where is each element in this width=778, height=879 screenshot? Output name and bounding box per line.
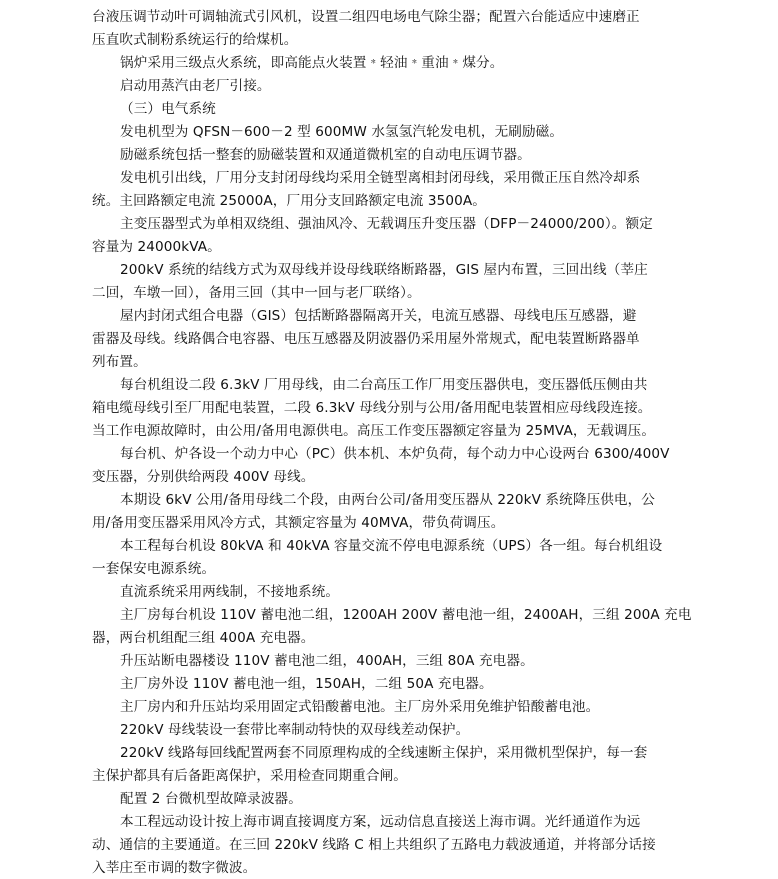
text-line: 器，两台机组配三组 400A 充电器。: [92, 630, 315, 646]
text-line: 励磁系统包括一整套的励磁装置和双通道微机室的自动电压调节器。: [120, 147, 531, 163]
text-line: 压直吹式制粉系统运行的给煤机。: [92, 32, 298, 48]
text-line: 列布置。: [92, 354, 147, 370]
text-line: 台液压调节动叶可调轴流式引风机，设置二组四电场电气除尘器；配置六台能适应中速磨正: [92, 9, 640, 25]
text-line: 本期设 6kV 公用/备用母线二个段，由两台公司/备用变压器从 220kV 系统降压供电，公: [120, 492, 655, 508]
text-line: 变压器，分别供给两段 400V 母线。: [92, 469, 315, 485]
text-line: 主厂房外设 110V 蓄电池一组，150AH，二组 50A 充电器。: [120, 676, 493, 692]
text-line: 一套保安电源系统。: [92, 561, 216, 577]
text-line: 当工作电源故障时，由公用/备用电源供电。高压工作变压器额定容量为 25MVA，无载调压。: [92, 423, 656, 439]
text-line: 箱电缆母线引至厂用配电装置，二段 6.3kV 母线分别与公用/备用配电装置相应母线段连接。: [92, 400, 652, 416]
text-line: 200kV 系统的结线方式为双母线并设母线联络断路器，GIS 屋内布置，三回出线（莘庄: [120, 262, 648, 278]
text-line: 启动用蒸汽由老厂引接。: [120, 78, 271, 94]
text-line: 主保护都具有后备距离保护，采用检查同期重合闸。: [92, 768, 407, 784]
text-line: 主厂房每台机设 110V 蓄电池二组，1200AH 200V 蓄电池一组，2400AH，三组 200A 充电: [120, 607, 692, 623]
text-line: 发电机引出线，厂用分支封闭母线均采用全链型离相封闭母线，采用微正压自然冷却系: [120, 170, 641, 186]
text-line: 升压站断电器楼设 110V 蓄电池二组，400AH，三组 80A 充电器。: [120, 653, 534, 669]
text-line: 屋内封闭式组合电器（GIS）包括断路器隔离开关，电流互感器、母线电压互感器，避: [120, 308, 637, 324]
text-line: 用/备用变压器采用风冷方式，其额定容量为 40MVA，带负荷调压。: [92, 515, 505, 531]
text-line: 统。主回路额定电流 25000A，厂用分支回路额定电流 3500A。: [92, 193, 486, 209]
text-line: 直流系统采用两线制，不接地系统。: [120, 584, 340, 600]
text-line: 本工程远动设计按上海市调直接调度方案，远动信息直接送上海市调。光纤通道作为远: [120, 814, 641, 830]
text-line: 入莘庄至市调的数字微波。: [92, 860, 257, 876]
text-line: 二回，车墩一回），备用三回（其中一回与老厂联络）。: [92, 285, 421, 301]
text-line: 发电机型为 QFSN－600－2 型 600MW 水氢氢汽轮发电机，无刷励磁。: [120, 124, 564, 140]
text-line: 220kV 线路每回线配置两套不同原理构成的全线速断主保护，采用微机型保护，每一套: [120, 745, 648, 761]
text-line: 主变压器型式为单相双绕组、强油风冷、无载调压升变压器（DFP－24000/200）。额定: [120, 216, 653, 232]
text-line: 主厂房内和升压站均采用固定式铅酸蓄电池。主厂房外采用免维护铅酸蓄电池。: [120, 699, 600, 715]
text-line: 本工程每台机设 80kVA 和 40kVA 容量交流不停电电源系统（UPS）各一组。每台机组设: [120, 538, 663, 554]
text-line: 锅炉采用三级点火系统，即高能点火装置﹡轻油﹡重油﹡煤分。: [120, 55, 504, 71]
text-line: 容量为 24000kVA。: [92, 239, 221, 255]
text-line: 动、通信的主要通道。在三回 220kV 线路 C 相上共组织了五路电力载波通道，并将部分话接: [92, 837, 656, 853]
section-heading: （三）电气系统: [120, 101, 216, 117]
text-line: 每台机、炉各设一个动力中心（PC）供本机、本炉负荷，每个动力中心设两台 6300/400V: [120, 446, 670, 462]
text-line: 雷器及母线。线路偶合电容器、电压互感器及阴波器仍采用屋外常规式，配电装置断路器单: [92, 331, 640, 347]
text-line: 220kV 母线装设一套带比率制动特快的双母线差动保护。: [120, 722, 470, 738]
text-line: 每台机组设二段 6.3kV 厂用母线，由二台高压工作厂用变压器供电，变压器低压侧由共: [120, 377, 648, 393]
text-line: 配置 2 台微机型故障录波器。: [120, 791, 302, 807]
